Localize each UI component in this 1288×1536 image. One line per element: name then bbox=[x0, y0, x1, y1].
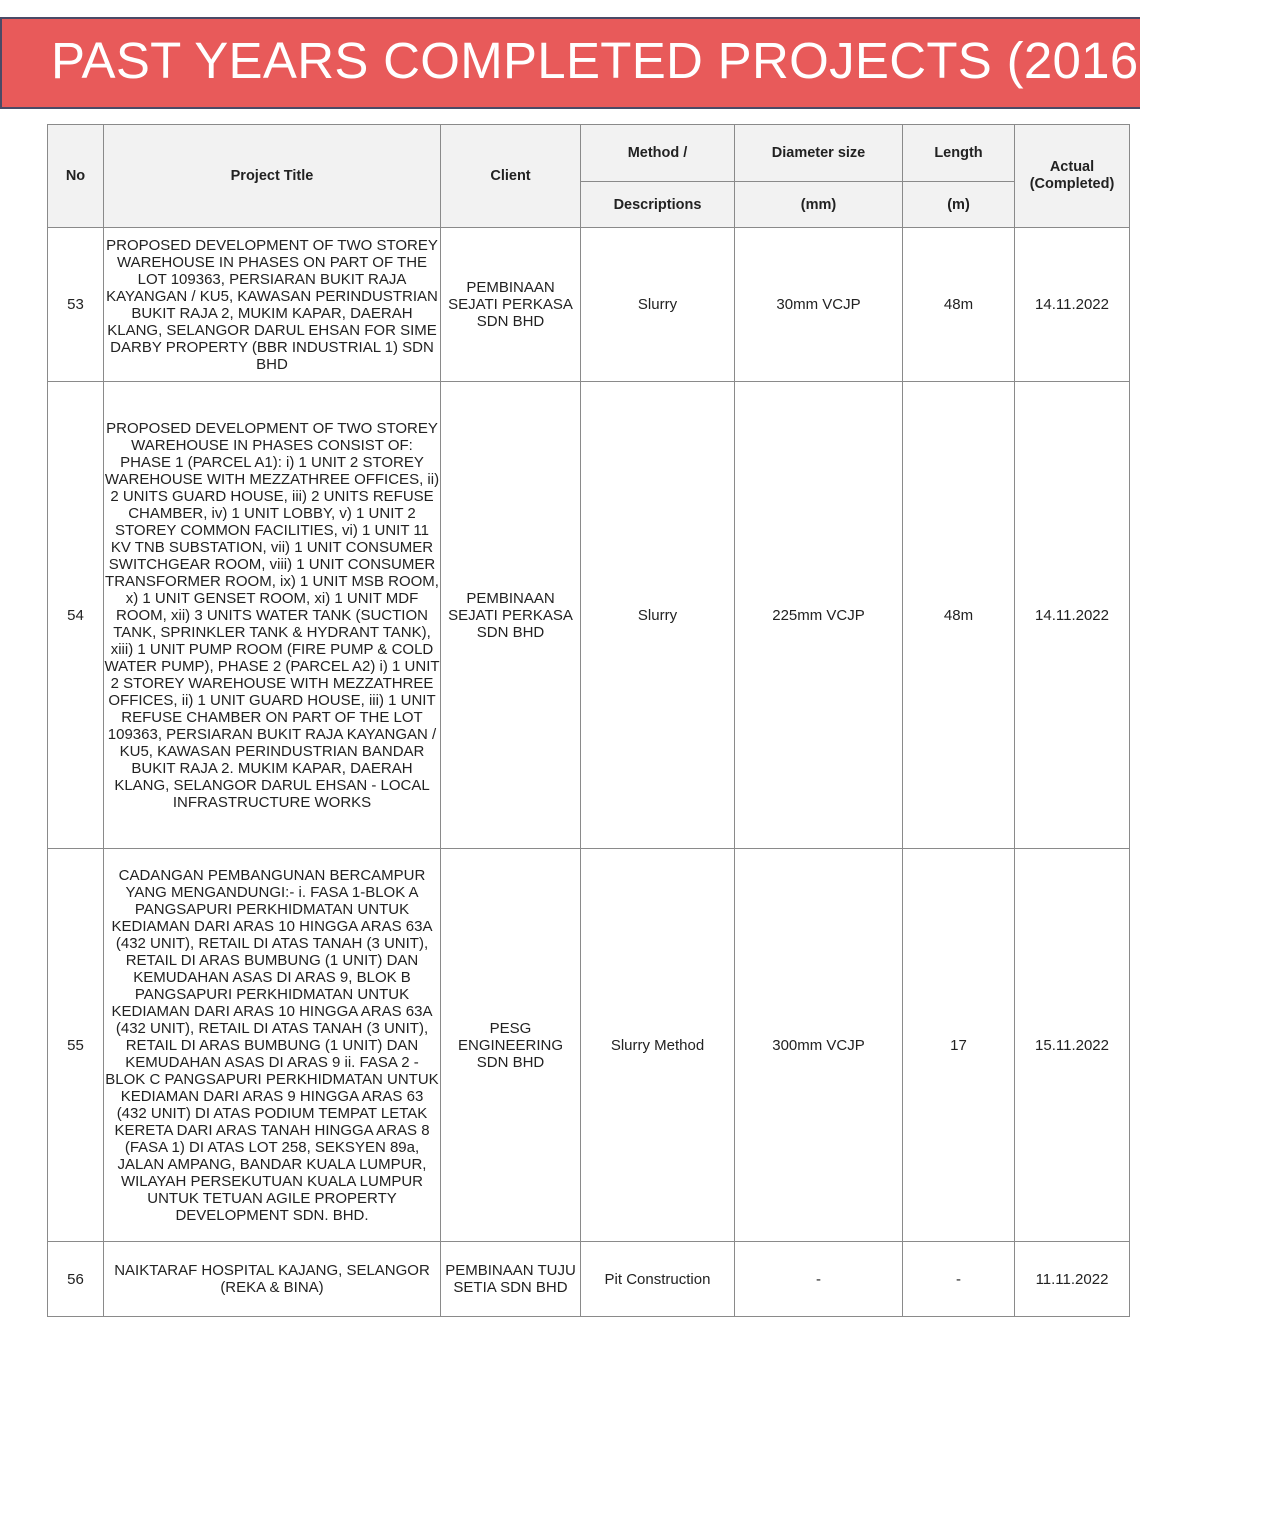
header-completed: (Completed) bbox=[1029, 176, 1115, 192]
cell-length: - bbox=[903, 1242, 1015, 1317]
cell-diameter: 30mm VCJP bbox=[735, 228, 903, 382]
cell-diameter: 300mm VCJP bbox=[735, 849, 903, 1242]
cell-method: Slurry bbox=[581, 228, 735, 382]
cell-length: 48m bbox=[903, 228, 1015, 382]
cell-client: PESG ENGINEERING SDN BHD bbox=[441, 849, 581, 1242]
cell-no: 53 bbox=[48, 228, 104, 382]
header-no: No bbox=[48, 125, 104, 228]
header-length: Length bbox=[903, 125, 1015, 182]
header-diameter-unit: (mm) bbox=[735, 182, 903, 228]
cell-project-title: PROPOSED DEVELOPMENT OF TWO STOREY WAREHOUSE IN PHASES ON PART OF THE LOT 109363, PERSIARAN BUKIT RAJA KAYANGAN / KU5, KAWASAN PERINDUSTRIAN BUKIT RAJA 2, MUKIM KAPAR, DAERAH KLANG, SELANGOR DARUL EHSAN FOR SIME DARBY PROPERTY (BBR INDUSTRIAL 1) SDN BHD bbox=[104, 228, 441, 382]
header-client: Client bbox=[441, 125, 581, 228]
cell-no: 54 bbox=[48, 382, 104, 849]
cell-method: Slurry bbox=[581, 382, 735, 849]
cell-method: Slurry Method bbox=[581, 849, 735, 1242]
cell-completed: 15.11.2022 bbox=[1015, 849, 1130, 1242]
cell-completed: 11.11.2022 bbox=[1015, 1242, 1130, 1317]
cell-completed: 14.11.2022 bbox=[1015, 382, 1130, 849]
table-row bbox=[48, 849, 1130, 1242]
cell-project-title: PROPOSED DEVELOPMENT OF TWO STOREY WAREHOUSE IN PHASES CONSIST OF: PHASE 1 (PARCEL A1): i) 1 UNIT 2 STOREY WAREHOUSE WITH MEZZATHREE OFFICES, ii) 2 UNITS GUARD HOUSE, iii) 2 UNITS REFUSE CHAMBER, iv) 1 UNIT LOBBY, v) 1 UNIT 2 STOREY COMMON FACILITIES, vi) 1 UNIT 11 KV TNB SUBSTATION, vii) 1 UNIT CONSUMER SWITCHGEAR ROOM, viii) 1 UNIT CONSUMER TRANSFORMER ROOM, ix) 1 UNIT MSB ROOM, x) 1 UNIT GENSET ROOM, xi) 1 UNIT MDF ROOM, xii) 3 UNITS WATER TANK (SUCTION TANK, SPRINKLER TANK & HYDRANT TANK), xiii) 1 UNIT PUMP ROOM (FIRE PUMP & COLD WATER PUMP), PHASE 2 (PARCEL A2) i) 1 UNIT 2 STOREY WAREHOUSE WITH MEZZATHREE OFFICES, ii) 1 UNIT GUARD HOUSE, iii) 1 UNIT REFUSE CHAMBER ON PART OF THE LOT 109363, PERSIARAN BUKIT RAJA KAYANGAN / KU5, KAWASAN PERINDUSTRIAN BANDAR BUKIT RAJA 2. MUKIM KAPAR, DAERAH KLANG, SELANGOR DARUL EHSAN - LOCAL INFRASTRUCTURE WORKS bbox=[104, 382, 441, 849]
cell-length: 17 bbox=[903, 849, 1015, 1242]
cell-project-title: CADANGAN PEMBANGUNAN BERCAMPUR YANG MENGANDUNGI:- i. FASA 1-BLOK A PANGSAPURI PERKHIDMATAN UNTUK KEDIAMAN DARI ARAS 10 HINGGA ARAS 63A (432 UNIT), RETAIL DI ATAS TANAH (3 UNIT), RETAIL DI ARAS BUMBUNG (1 UNIT) DAN KEMUDAHAN ASAS DI ARAS 9, BLOK B PANGSAPURI PERKHIDMATAN UNTUK KEDIAMAN DARI ARAS 10 HINGGA ARAS 63A (432 UNIT), RETAIL DI ATAS TANAH (3 UNIT), RETAIL DI ARAS BUMBUNG (1 UNIT) DAN KEMUDAHAN ASAS DI ARAS 9 ii. FASA 2 - BLOK C PANGSAPURI PERKHIDMATAN UNTUK KEDIAMAN DARI ARAS 9 HINGGA ARAS 63 (432 UNIT) DI ATAS PODIUM TEMPAT LETAK KERETA DARI ARAS TANAH HINGGA ARAS 8 (FASA 1) DI ATAS LOT 258, SEKSYEN 89a, JALAN AMPANG, BANDAR KUALA LUMPUR, WILAYAH PERSEKUTUAN KUALA LUMPUR UNTUK TETUAN AGILE PROPERTY DEVELOPMENT SDN. BHD. bbox=[104, 849, 441, 1242]
header-project-title: Project Title bbox=[104, 125, 441, 228]
header-actual-completed bbox=[1015, 125, 1130, 228]
header-actual: Actual bbox=[1049, 159, 1095, 175]
cell-no: 55 bbox=[48, 849, 104, 1242]
cell-length: 48m bbox=[903, 382, 1015, 849]
table-header-row bbox=[48, 125, 1130, 182]
cell-client: PEMBINAAN SEJATI PERKASA SDN BHD bbox=[441, 228, 581, 382]
header-diameter: Diameter size bbox=[735, 125, 903, 182]
cell-no: 56 bbox=[48, 1242, 104, 1317]
title-banner bbox=[0, 17, 1288, 109]
cell-project-title: NAIKTARAF HOSPITAL KAJANG, SELANGOR (REKA & BINA) bbox=[104, 1242, 441, 1317]
header-descriptions: Descriptions bbox=[581, 182, 735, 228]
cell-completed: 14.11.2022 bbox=[1015, 228, 1130, 382]
table-row bbox=[48, 382, 1130, 849]
cell-diameter: 225mm VCJP bbox=[735, 382, 903, 849]
projects-table bbox=[47, 124, 1130, 1317]
header-length-unit: (m) bbox=[903, 182, 1015, 228]
table-row bbox=[48, 228, 1130, 382]
header-method: Method / bbox=[581, 125, 735, 182]
cell-diameter: - bbox=[735, 1242, 903, 1317]
table-row bbox=[48, 1242, 1130, 1317]
page-title: PAST YEARS COMPLETED PROJECTS (2016-2023) bbox=[51, 32, 1288, 89]
cell-method: Pit Construction bbox=[581, 1242, 735, 1317]
cell-client: PEMBINAAN TUJU SETIA SDN BHD bbox=[441, 1242, 581, 1317]
cell-client: PEMBINAAN SEJATI PERKASA SDN BHD bbox=[441, 382, 581, 849]
